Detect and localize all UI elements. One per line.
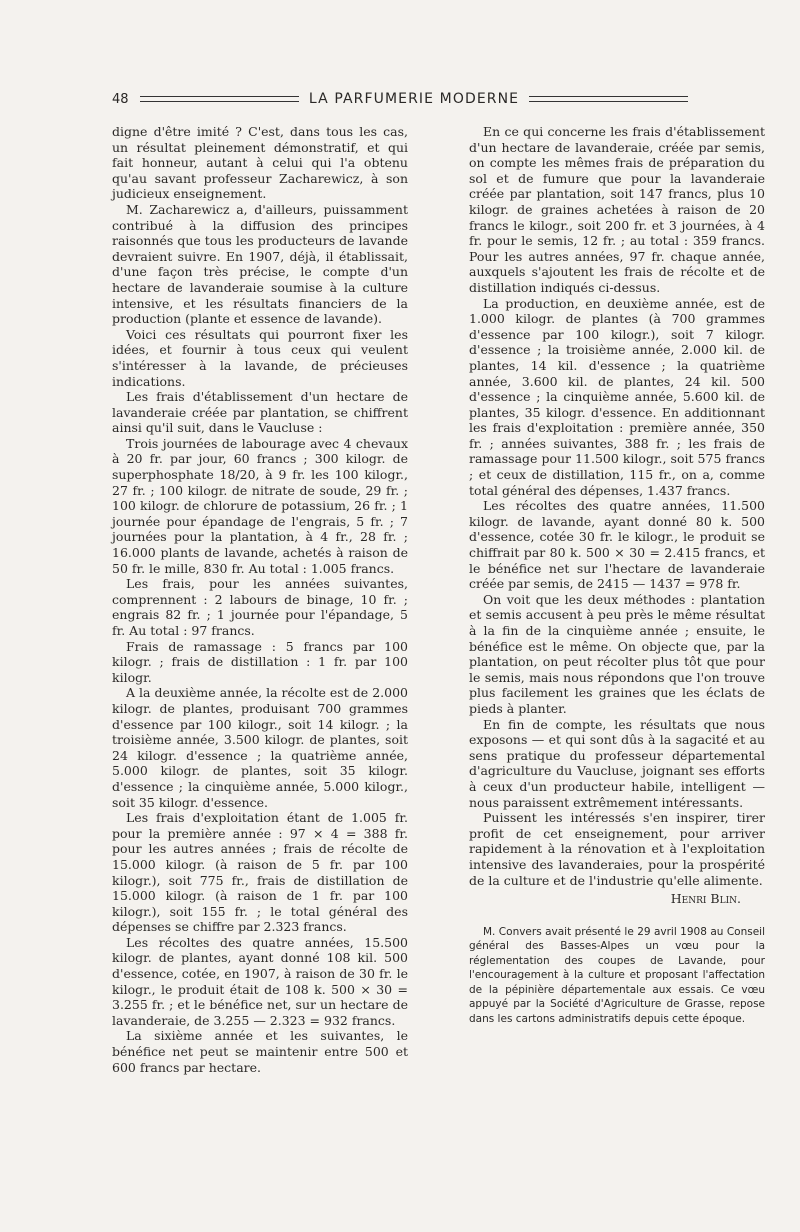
paragraph: digne d'être imité ? C'est, dans tous les cas, un résultat pleinement démonstratif, et qui fait honneur, autant à celui qui l'a obtenu qu'au savant professeur Zacharewicz, à son judicieux enseignement. — [112, 124, 408, 202]
paragraph: Les frais d'exploitation étant de 1.005 fr. pour la première année : 97 × 4 = 388 fr. pour les autres années ; frais de récolte de 15.000 kilogr. (à raison de 5 fr. par 100 kilogr.), soit 775 fr., frais de distillation de 15.000 kilogr. (à raison de 1 fr. par 100 kilogr.), soit 155 fr. ; le total général des dépenses se chiffre par 2.323 francs. — [112, 810, 408, 935]
paragraph: La production, en deuxième année, est de 1.000 kilogr. de plantes (à 700 grammes d'essence par 100 kilogr.), soit 7 kilogr. d'essence ; la troisième année, 2.000 kil. de plantes, 14 kil. d'essence ; la quatrième année, 3.600 kil. de plantes, 24 kil. 500 d'essence ; la cinquième année, 5.600 kil. de plantes, 35 kilogr. d'essence. En additionnant les frais d'exploitation : première année, 350 fr. ; années suivantes, 388 fr. ; les frais de ramassage pour 11.500 kilogr., soit 575 francs ; et ceux de distillation, 115 fr., on a, comme total général des dépenses, 1.437 francs. — [469, 295, 765, 498]
header-rule-left — [140, 96, 299, 102]
paragraph: En fin de compte, les résultats que nous exposons — et qui sont dûs à la sagacité et au sens pratique du professeur départemental d'agriculture du Vaucluse, joignant ses efforts à ceux d'un producteur habile, intelligent — nous paraissent extrêmement intéressants. — [469, 716, 765, 810]
paragraph: En ce qui concerne les frais d'établissement d'un hectare de lavanderaie, créée par semis, on compte les mêmes frais de préparation du sol et de fumure que pour la lavanderaie créée par plantation, soit 147 francs, plus 10 kilogr. de graines achetées à raison de 20 francs le kilogr., soit 200 fr. et 3 journées, à 4 fr. pour le semis, 12 fr. ; au total : 359 francs. Pour les autres années, 97 fr. chaque année, auxquels s'ajoutent les frais de récolte et de distillation indiqués ci-dessus. — [469, 124, 765, 295]
paragraph: Trois journées de labourage avec 4 chevaux à 20 fr. par jour, 60 francs ; 300 kilogr. de superphosphate 18/20, à 9 fr. les 100 kilogr., 27 fr. ; 100 kilogr. de nitrate de soude, 29 fr. ; 100 kilogr. de chlorure de potassium, 26 fr. ; 1 journée pour épandage de l'engrais, 5 fr. ; 7 journées pour la plantation, à 4 fr., 28 fr. ; 16.000 plants de lavande, achetés à raison de 50 fr. le mille, 830 fr. Au total : 1.005 francs. — [112, 435, 408, 576]
paragraph: On voit que les deux méthodes : plantation et semis accusent à peu près le même résultat à la fin de la cinquième année ; ensuite, le bénéfice est le même. On objecte que, par la plantation, on peut récolter plus tôt que pour le semis, mais nous répondons que l'on trouve plus facilement les graines que les éclats de pieds à planter. — [469, 591, 765, 716]
header-rule-right — [529, 96, 688, 102]
footnote: M. Convers avait présenté le 29 avril 1908 au Conseil général des Basses-Alpes un vœu pour la réglementation des coupes de Lavande, pour l'encouragement à la culture et proposant l'affectation de la pépinière départementale aux essais. Ce vœu appuyé par la Société d'Agriculture de Grasse, repose dans les cartons administratifs depuis cette époque. — [469, 925, 765, 1025]
paragraph: Frais de ramassage : 5 francs par 100 kilogr. ; frais de distillation : 1 fr. par 100 kilogr. — [112, 638, 408, 685]
paragraph: La sixième année et les suivantes, le bénéfice net peut se maintenir entre 500 et 600 francs par hectare. — [112, 1028, 408, 1075]
paragraph: Voici ces résultats qui pourront fixer les idées, et fournir à tous ceux qui veulent s'intéresser à la lavande, de précieuses indications. — [112, 326, 408, 389]
page-number: 48 — [112, 91, 129, 107]
author-signature: Henri Blin. — [670, 891, 741, 907]
paragraph: Les récoltes des quatre années, 15.500 kilogr. de plantes, ayant donné 108 kil. 500 d'essence, cotée, en 1907, à raison de 30 fr. le kilogr., le produit était de 108 k. 500 × 30 = 3.255 fr. ; et le bénéfice net, sur un hectare de lavanderaie, de 3.255 — 2.323 = 932 francs. — [112, 934, 408, 1028]
running-header — [112, 88, 688, 110]
right-column — [469, 124, 765, 1026]
paragraph: M. Zacharewicz a, d'ailleurs, puissamment contribué à la diffusion des principes raisonnés que tous les producteurs de lavande devraient suivre. En 1907, déjà, il établissait, d'une façon très précise, le compte d'un hectare de lavanderaie soumise à la culture intensive, et les résultats financiers de la production (plante et essence de lavande). — [112, 201, 408, 327]
paragraph: Les frais d'établissement d'un hectare de lavanderaie créée par plantation, se chiffrent ainsi qu'il suit, dans le Vaucluse : — [112, 389, 408, 436]
left-column — [112, 124, 408, 1075]
paragraph: A la deuxième année, la récolte est de 2.000 kilogr. de plantes, produisant 700 grammes d'essence par 100 kilogr., soit 14 kilogr. ; la troisième année, 3.500 kilogr. de plantes, soit 24 kilogr. d'essence ; la quatrième année, 5.000 kilogr. de plantes, soit 35 kilogr. d'essence ; la cinquième année, 5.000 kilogr., soit 35 kilogr. d'essence. — [112, 685, 408, 810]
paragraph: Les frais, pour les années suivantes, comprennent : 2 labours de binage, 10 fr. ; engrais 82 fr. ; 1 journée pour l'épandage, 5 fr. Au total : 97 francs. — [112, 576, 408, 638]
journal-title: LA PARFUMERIE MODERNE — [308, 91, 520, 107]
paragraph: Puissent les intéressés s'en inspirer, tirer profit de cet enseignement, pour arriver rapidement à la rénovation et à l'exploitation intensive des lavanderaies, pour la prospérité de la culture et de l'industrie qu'elle alimente. — [469, 810, 765, 888]
paragraph: Les récoltes des quatre années, 11.500 kilogr. de lavande, ayant donné 80 k. 500 d'essence, cotée 30 fr. le kilogr., le produit se chiffrait par 80 k. 500 × 30 = 2.415 francs, et le bénéfice net sur l'hectare de lavanderaie créée par semis, de 2415 — 1437 = 978 fr. — [469, 498, 765, 592]
